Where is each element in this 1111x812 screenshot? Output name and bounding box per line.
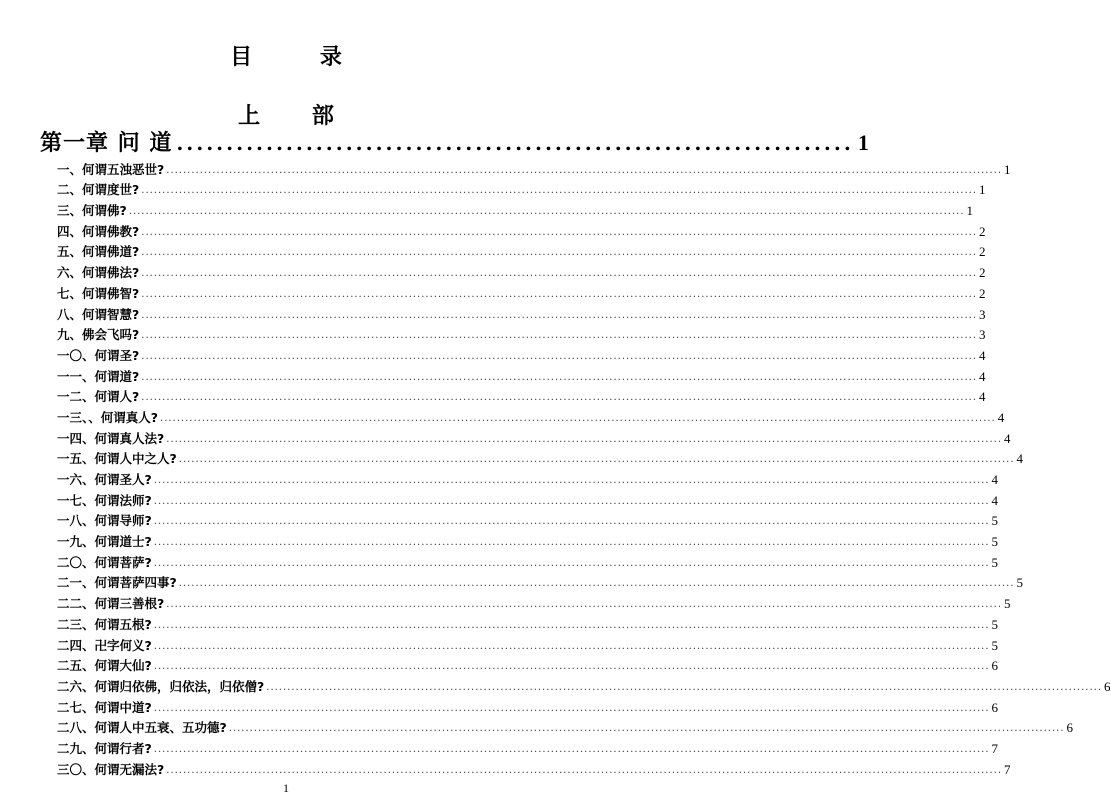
dot-leader: ........................................................................................................................................................................................................ <box>141 392 978 404</box>
toc-entry-label: 四、何谓佛教? <box>57 223 140 239</box>
toc-entry-page-number: 2 <box>979 285 986 301</box>
footer-page-number: 1 <box>283 781 289 795</box>
dot-leader: ........................................................................................................................................................................................................ <box>166 433 1003 445</box>
toc-entry-page-number: 2 <box>979 223 986 239</box>
dot-leader: ........................................................................................................................................................................................................ <box>141 268 978 280</box>
toc-entry[interactable] <box>57 467 999 488</box>
dot-leader: ........................................................................................................................................................................................................ <box>178 454 1015 466</box>
toc-entry-label: 一六、何谓圣人? <box>57 472 152 487</box>
toc-entry-page-number: 1 <box>966 203 974 219</box>
toc-entry-page-number: 4 <box>979 389 986 405</box>
toc-entry[interactable] <box>57 612 999 633</box>
toc-entry[interactable] <box>57 654 999 675</box>
dot-leader: ........................................................................................................................................................................................................ <box>228 723 1065 735</box>
dot-leader: ........................................................................................................................................................................................................ <box>153 475 990 486</box>
toc-entry-page-number: 2 <box>979 244 986 260</box>
toc-entry[interactable] <box>57 674 1111 695</box>
toc-entry-label: 一〇、何谓圣? <box>57 347 140 363</box>
toc-entry-label: 七、何谓佛智? <box>57 285 140 301</box>
toc-entry[interactable] <box>57 157 1011 178</box>
toc-entry[interactable] <box>57 509 999 530</box>
toc-entry-page-number: 5 <box>991 616 999 632</box>
dot-leader: ........................................................................................................................................................................................................ <box>153 702 990 714</box>
toc-entry-label: 二三、何谓五根? <box>57 616 152 632</box>
toc-entry[interactable] <box>57 633 999 654</box>
dot-leader: ........................................................................................................................................................................................................ <box>141 371 978 383</box>
toc-entry[interactable] <box>57 591 1011 612</box>
toc-entry-label: 三〇、何谓无漏法? <box>57 761 165 777</box>
toc-entry-label: 二二、何谓三善根? <box>57 596 165 612</box>
toc-entry[interactable] <box>57 343 986 364</box>
toc-entry[interactable] <box>57 550 999 571</box>
toc-entry-page-number: 1 <box>979 182 986 198</box>
dot-leader: ........................................................................................................................................................................................................ <box>153 640 990 652</box>
toc-entry[interactable] <box>57 260 986 281</box>
toc-entry-page-number: 5 <box>991 637 999 653</box>
toc-entry-list <box>57 157 1111 778</box>
toc-entry-label: 一九、何谓道士? <box>57 534 152 550</box>
dot-leader: ........................................................................................................................................................................................................ <box>153 516 990 528</box>
dot-leader: ........................................................................................................................................................................................................ <box>178 578 1015 590</box>
toc-entry-page-number: 6 <box>1066 720 1074 736</box>
toc-entry-label: 一二、何谓人? <box>57 389 140 405</box>
toc-entry[interactable] <box>57 364 986 385</box>
toc-entry-page-number: 4 <box>1016 451 1024 467</box>
toc-entry-label: 五、何谓佛道? <box>57 244 140 260</box>
toc-title: 目 录 <box>230 45 372 70</box>
dot-leader: ........................................................................................................................................................................................................ <box>141 247 978 259</box>
toc-entry[interactable] <box>57 323 986 344</box>
toc-entry[interactable] <box>57 219 986 240</box>
toc-entry-page-number: 5 <box>991 554 999 570</box>
toc-entry-label: 一八、何谓导师? <box>57 513 152 529</box>
toc-entry-label: 二五、何谓大仙? <box>57 658 152 674</box>
toc-entry-label: 九、佛会飞吗? <box>57 327 140 343</box>
toc-entry-label: 一五、何谓人中之人? <box>57 451 177 467</box>
toc-entry[interactable] <box>57 695 999 716</box>
toc-entry[interactable] <box>57 716 1074 737</box>
chapter-page-number: 1 <box>857 130 869 155</box>
toc-entry-page-number: 4 <box>979 347 986 363</box>
toc-entry-page-number: 4 <box>991 492 999 508</box>
toc-entry[interactable] <box>57 178 986 199</box>
toc-entry[interactable] <box>57 488 999 509</box>
dot-leader: ........................................................................................................................................................................................................ <box>141 185 978 197</box>
dot-leader: ........................................................................................................................................................................................................ <box>266 681 1103 693</box>
toc-entry-label: 一、何谓五浊恶世? <box>57 161 165 177</box>
toc-entry[interactable] <box>57 529 999 550</box>
toc-entry-page-number: 4 <box>1004 430 1011 446</box>
dot-leader: ........................................................................................................................................................................................................ <box>160 412 996 424</box>
toc-entry[interactable] <box>57 385 986 406</box>
toc-entry-label: 二八、何谓人中五衰、五功德? <box>57 720 227 736</box>
toc-entry-page-number: 5 <box>991 534 999 550</box>
toc-entry-label: 一三、、何谓真人? <box>57 409 159 425</box>
toc-entry-label: 三、何谓佛? <box>57 203 127 219</box>
toc-entry-page-number: 4 <box>979 368 986 384</box>
toc-entry[interactable] <box>57 281 986 302</box>
toc-entry-page-number: 3 <box>979 327 986 343</box>
toc-entry-page-number: 5 <box>991 513 999 529</box>
dot-leader: ........................................................................................................................................................................................................ <box>128 206 965 218</box>
toc-entry[interactable] <box>57 447 1024 468</box>
toc-entry-page-number: 2 <box>979 265 986 281</box>
toc-entry-label: 一七、何谓法师? <box>57 492 152 508</box>
toc-entry-label: 二七、何谓中道? <box>57 699 152 715</box>
toc-entry[interactable] <box>57 571 1024 592</box>
dot-leader: ........................................................................................................................................................................................................ <box>166 599 1003 611</box>
toc-entry-label: 八、何谓智慧? <box>57 306 140 322</box>
toc-entry[interactable] <box>57 757 1011 778</box>
dot-leader: ........................................................................................................................................................................................................ <box>153 661 990 673</box>
toc-entry-label: 二四、卍字何义? <box>57 637 152 653</box>
toc-entry-label: 二、何谓度世? <box>57 182 140 198</box>
dot-leader: ........................................................................................................................................................................................................ <box>141 226 978 238</box>
dot-leader: .................................................................... <box>176 131 854 155</box>
toc-entry-page-number: 1 <box>1004 161 1011 177</box>
toc-entry-page-number: 5 <box>1016 575 1024 591</box>
toc-entry-label: 一四、何谓真人法? <box>57 430 165 446</box>
toc-entry-label: 二九、何谓行者? <box>57 740 152 756</box>
toc-entry[interactable] <box>57 736 999 757</box>
toc-entry-label: 一一、何谓道? <box>57 368 140 384</box>
dot-leader: ........................................................................................................................................................................................................ <box>141 330 978 342</box>
toc-entry-page-number: 7 <box>991 740 999 756</box>
toc-entry-page-number: 6 <box>991 658 999 674</box>
toc-entry[interactable] <box>57 405 1005 426</box>
dot-leader: ........................................................................................................................................................................................................ <box>153 743 990 755</box>
toc-entry-page-number: 4 <box>991 472 999 487</box>
toc-entry-page-number: 4 <box>997 409 1005 425</box>
toc-entry[interactable] <box>57 198 974 219</box>
toc-entry-label: 二〇、何谓菩萨? <box>57 554 152 570</box>
part-title: 上 部 <box>238 104 356 129</box>
toc-entry-page-number: 5 <box>1004 596 1011 612</box>
toc-entry[interactable] <box>57 302 986 323</box>
toc-entry[interactable] <box>57 240 986 261</box>
chapter-heading[interactable] <box>40 126 869 156</box>
toc-entry-page-number: 3 <box>979 306 986 322</box>
dot-leader: ........................................................................................................................................................................................................ <box>141 309 978 321</box>
toc-entry-label: 二六、何谓归依佛，归依法，归依僧? <box>57 678 265 694</box>
dot-leader: ........................................................................................................................................................................................................ <box>153 619 990 631</box>
dot-leader: ........................................................................................................................................................................................................ <box>153 557 990 569</box>
toc-entry-label: 六、何谓佛法? <box>57 265 140 281</box>
toc-entry-page-number: 7 <box>1004 761 1011 777</box>
toc-entry-page-number: 6 <box>991 699 999 715</box>
dot-leader: ........................................................................................................................................................................................................ <box>153 495 990 507</box>
toc-entry[interactable] <box>57 426 1011 447</box>
chapter-label: 第一章 问 道 <box>40 131 173 156</box>
toc-entry-page-number: 6 <box>1104 678 1111 694</box>
toc-entry-label: 二一、何谓菩萨四事? <box>57 575 177 591</box>
dot-leader: ........................................................................................................................................................................................................ <box>166 164 1003 176</box>
dot-leader: ........................................................................................................................................................................................................ <box>153 537 990 549</box>
dot-leader: ........................................................................................................................................................................................................ <box>141 350 978 362</box>
dot-leader: ........................................................................................................................................................................................................ <box>166 764 1003 776</box>
dot-leader: ........................................................................................................................................................................................................ <box>141 288 978 300</box>
